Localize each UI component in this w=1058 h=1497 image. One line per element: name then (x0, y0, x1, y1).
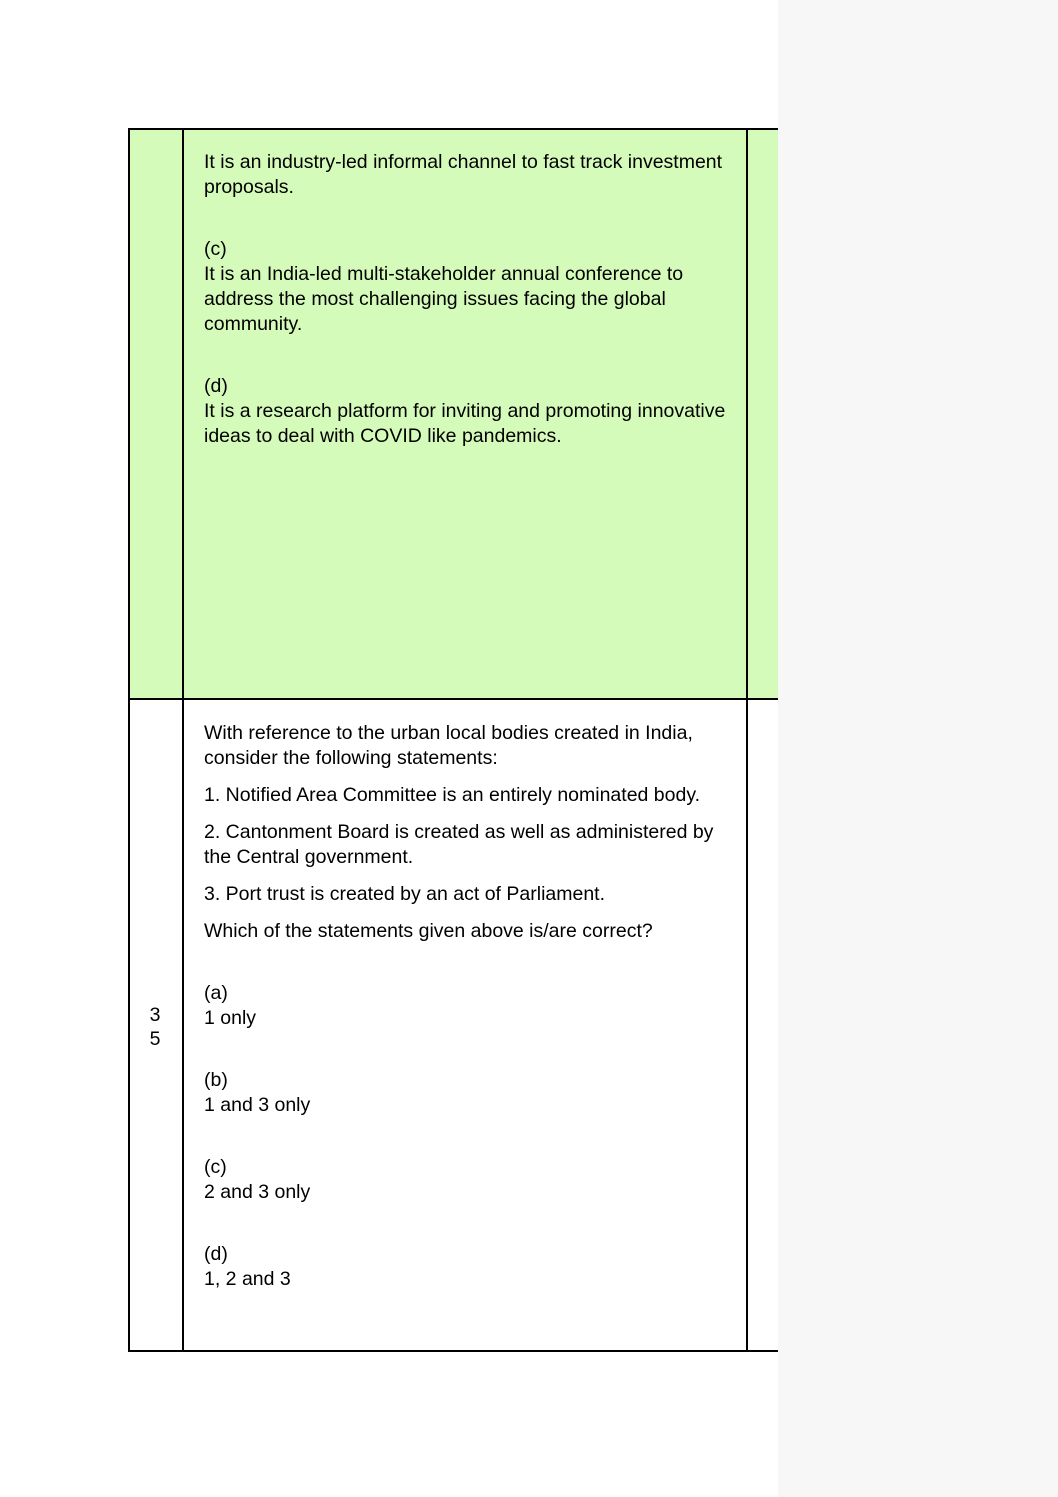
question-prompt: Which of the statements given above is/are correct? (204, 920, 653, 942)
column-divider-1 (182, 128, 184, 1352)
question-number-digit-2: 5 (149, 1028, 161, 1050)
table-row-question-35 (128, 699, 778, 1352)
previous-question-options (204, 150, 744, 449)
table-border-left (128, 128, 130, 1352)
page-margin (778, 0, 1058, 1497)
option-b-label: (b) (204, 1069, 228, 1091)
statement-3: 3. Port trust is created by an act of Parliament. (204, 883, 606, 905)
question-number-digit-1: 3 (149, 1004, 161, 1026)
option-b-text: It is an industry-led informal channel to fast track investment proposals. (204, 151, 723, 198)
option-a-label: (a) (204, 982, 228, 1004)
question-table (128, 128, 778, 1352)
option-d-label: (d) (204, 375, 228, 397)
row-divider (128, 698, 778, 700)
option-b-text: 1 and 3 only (204, 1094, 311, 1116)
option-c-label: (c) (204, 1156, 227, 1178)
option-c-label: (c) (204, 238, 227, 260)
table-row-previous-question (128, 128, 778, 699)
table-border-bottom (128, 1350, 778, 1352)
column-divider-2 (746, 128, 748, 1352)
statement-2: 2. Cantonment Board is created as well as administered by the Central government. (204, 821, 714, 868)
option-a-text: 1 only (204, 1007, 257, 1029)
table-border-top (128, 128, 778, 130)
option-d-label: (d) (204, 1243, 228, 1265)
option-d-text: It is a research platform for inviting and promoting innovative ideas to deal with COVID like pandemics. (204, 400, 726, 447)
question-number (128, 1003, 182, 1051)
statement-1: 1. Notified Area Committee is an entirely nominated body. (204, 784, 701, 806)
question-35-content (204, 721, 744, 1292)
question-stem: With reference to the urban local bodies created in India, consider the following statements: (204, 722, 693, 769)
option-c-text: It is an India-led multi-stakeholder annual conference to address the most challenging issues facing the global community. (204, 263, 684, 335)
option-c-text: 2 and 3 only (204, 1181, 311, 1203)
option-d-text: 1, 2 and 3 (204, 1268, 291, 1290)
